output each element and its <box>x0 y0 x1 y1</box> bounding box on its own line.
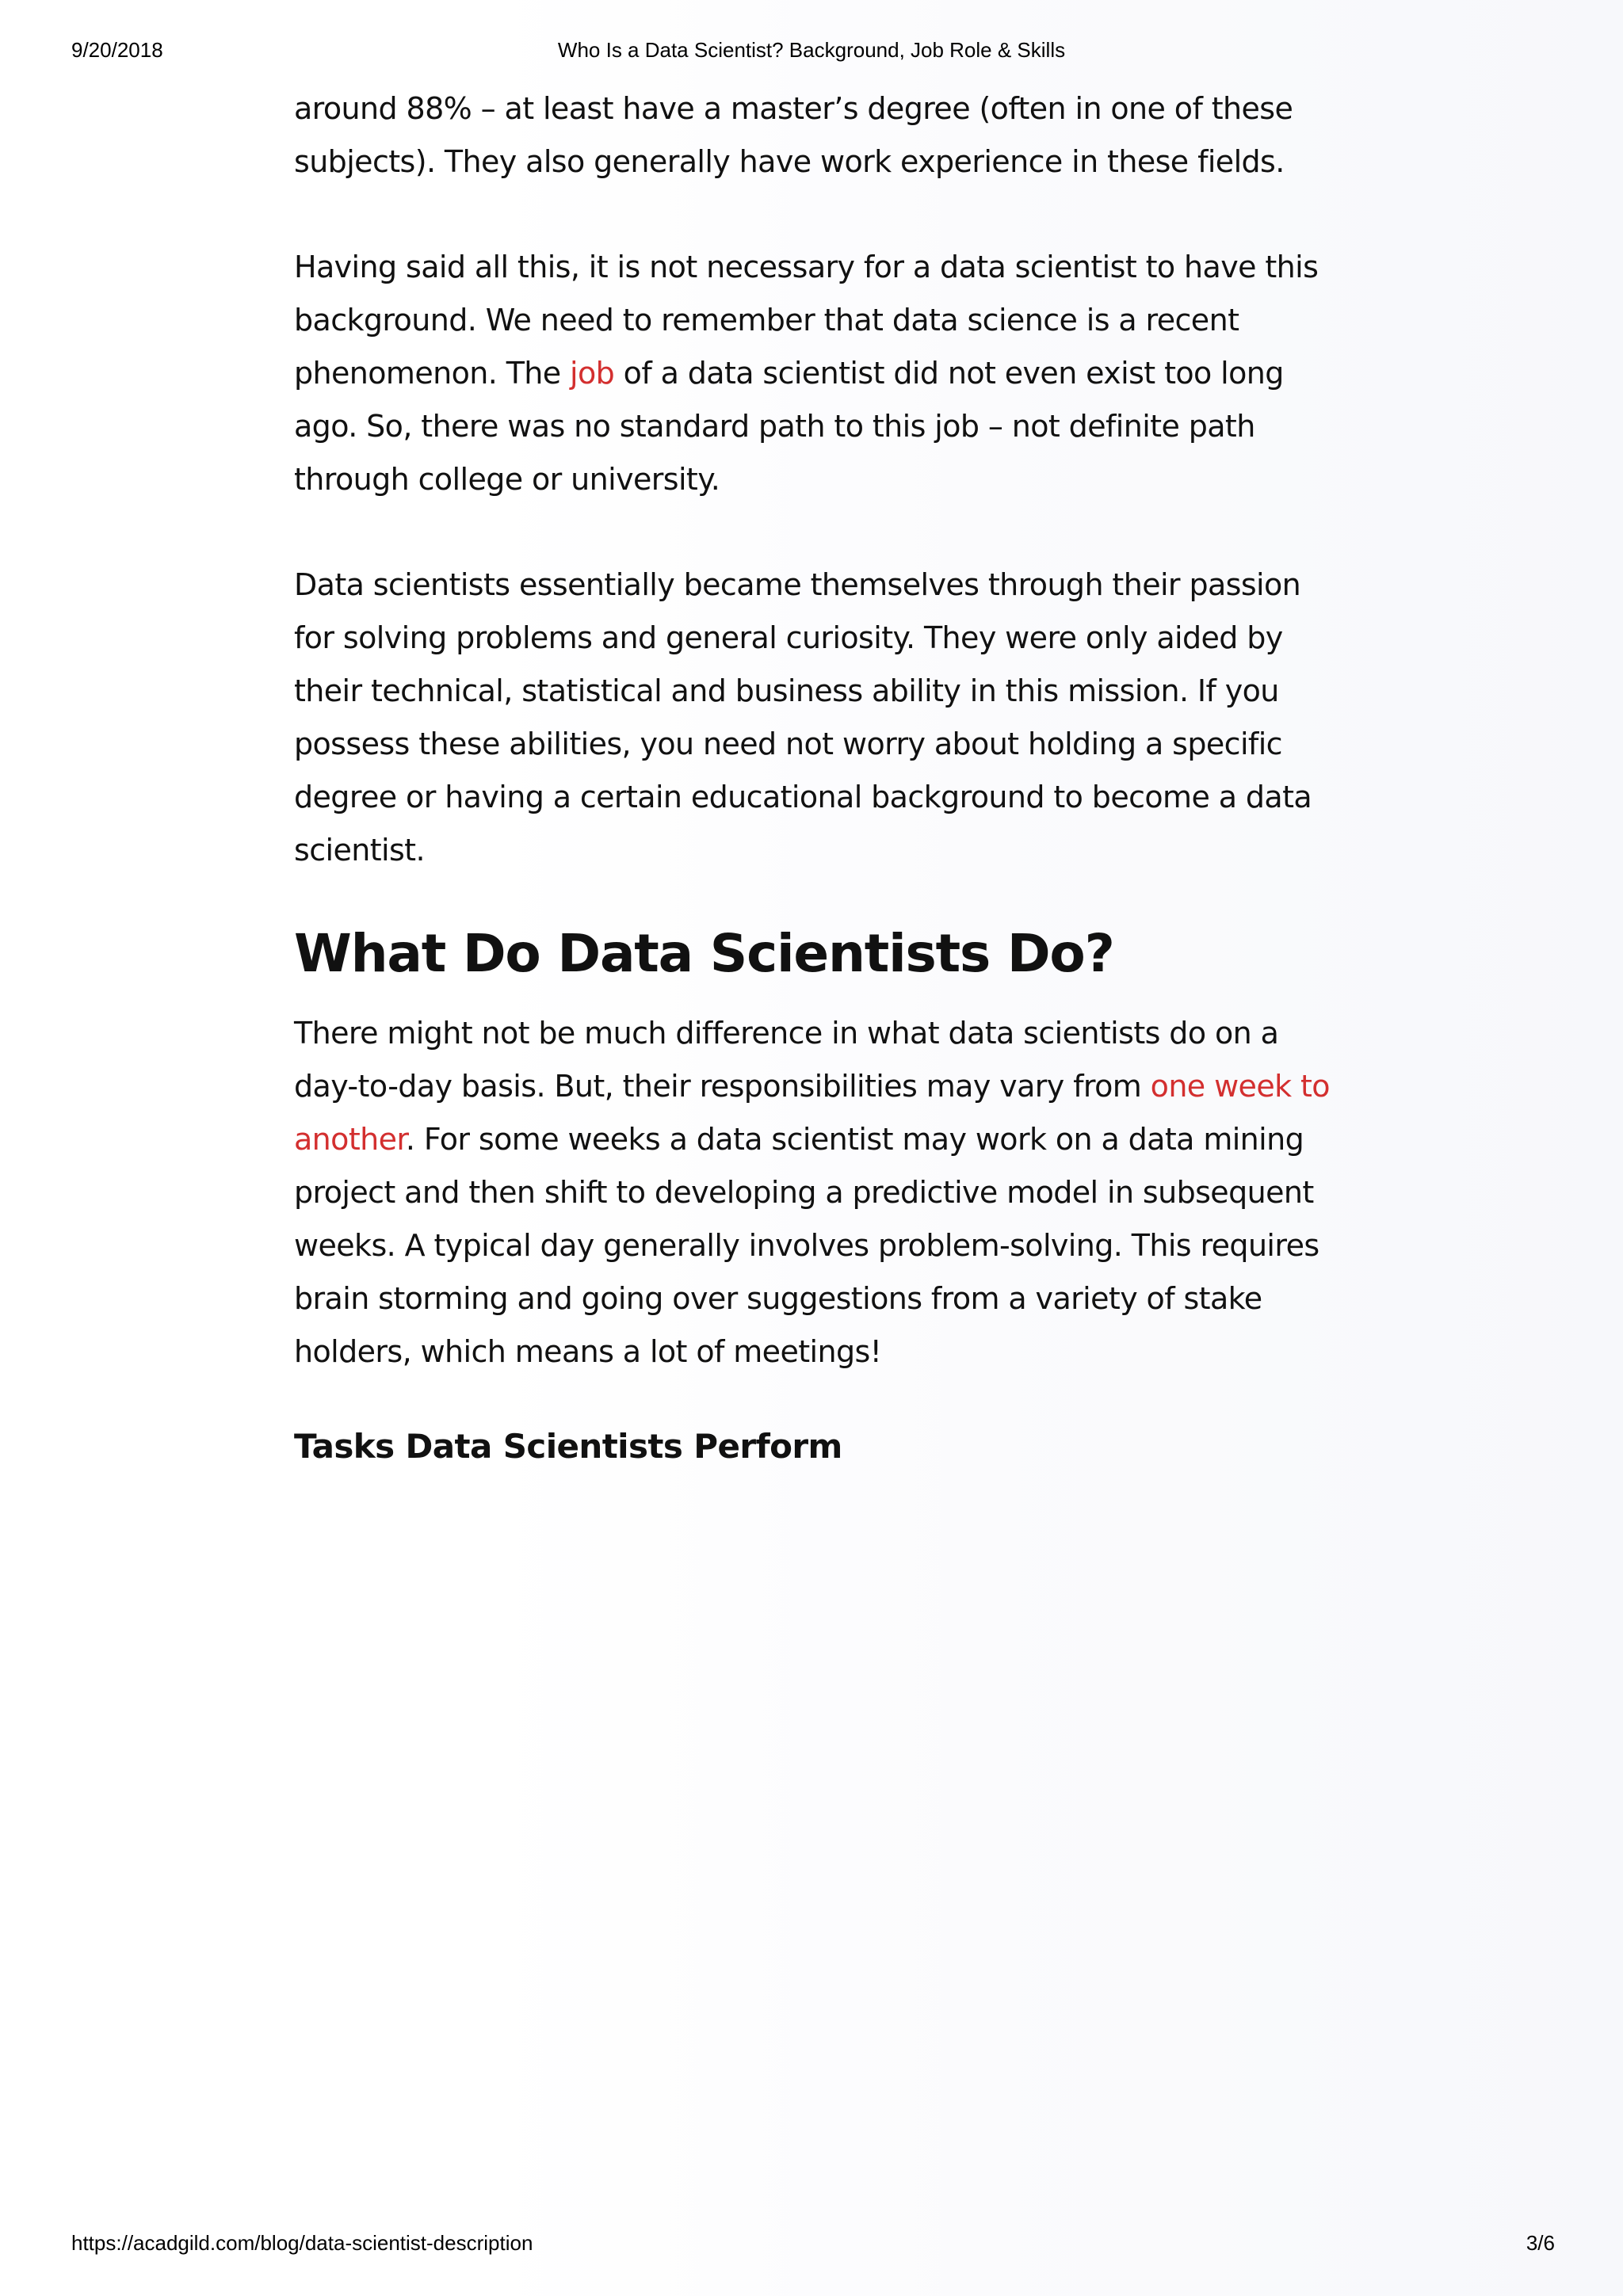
paragraph-passion: Data scientists essentially became themselves through their passion for solving problems and general curiosity. They were only aided by their technical, statistical and business ability in this mission. If you possess these abilities, you need not worry about holding a specific degree or having a certain educational background to become a data scientist. <box>294 567 1312 868</box>
paragraph-text: . For some weeks a data scientist may work on a data mining project and then shift to developing a predictive model in subsequent weeks. A typical day generally involves problem-solving. This requires brain storming and going over suggestions from a variety of stake holders, which means a lot of meetings! <box>294 1122 1319 1369</box>
print-date: 9/20/2018 <box>71 38 163 62</box>
one-week-to-another-link[interactable]: one week to another <box>294 1069 1330 1157</box>
paragraph-day-to-day <box>294 1007 1340 1379</box>
paragraph-text: There might not be much difference in what data scientists do on a day-to-day basis. But, their responsibilities may vary from <box>294 1016 1279 1104</box>
subsection-heading: Tasks Data Scientists Perform <box>294 1427 842 1466</box>
paragraph-text: Having said all this, it is not necessary for a data scientist to have this background. We need to remember that data science is a recent phenomenon. The <box>294 250 1319 391</box>
article-body <box>294 82 1340 1470</box>
paragraph-background <box>294 241 1340 506</box>
page-number: 3/6 <box>1526 2231 1555 2255</box>
print-page-title: Who Is a Data Scientist? Background, Job Role & Skills <box>557 38 1066 62</box>
print-footer <box>0 2231 1623 2263</box>
print-url: https://acadgild.com/blog/data-scientist-description <box>71 2231 533 2255</box>
section-heading: What Do Data Scientists Do? <box>294 923 1114 984</box>
paragraph-text: of a data scientist did not even exist too long ago. So, there was no standard path to this job – not definite path through college or university. <box>294 356 1284 497</box>
paragraph-degree: around 88% – at least have a master’s degree (often in one of these subjects). They also generally have work experience in these fields. <box>294 91 1293 179</box>
job-link[interactable]: job <box>570 356 615 391</box>
print-header <box>0 38 1623 70</box>
